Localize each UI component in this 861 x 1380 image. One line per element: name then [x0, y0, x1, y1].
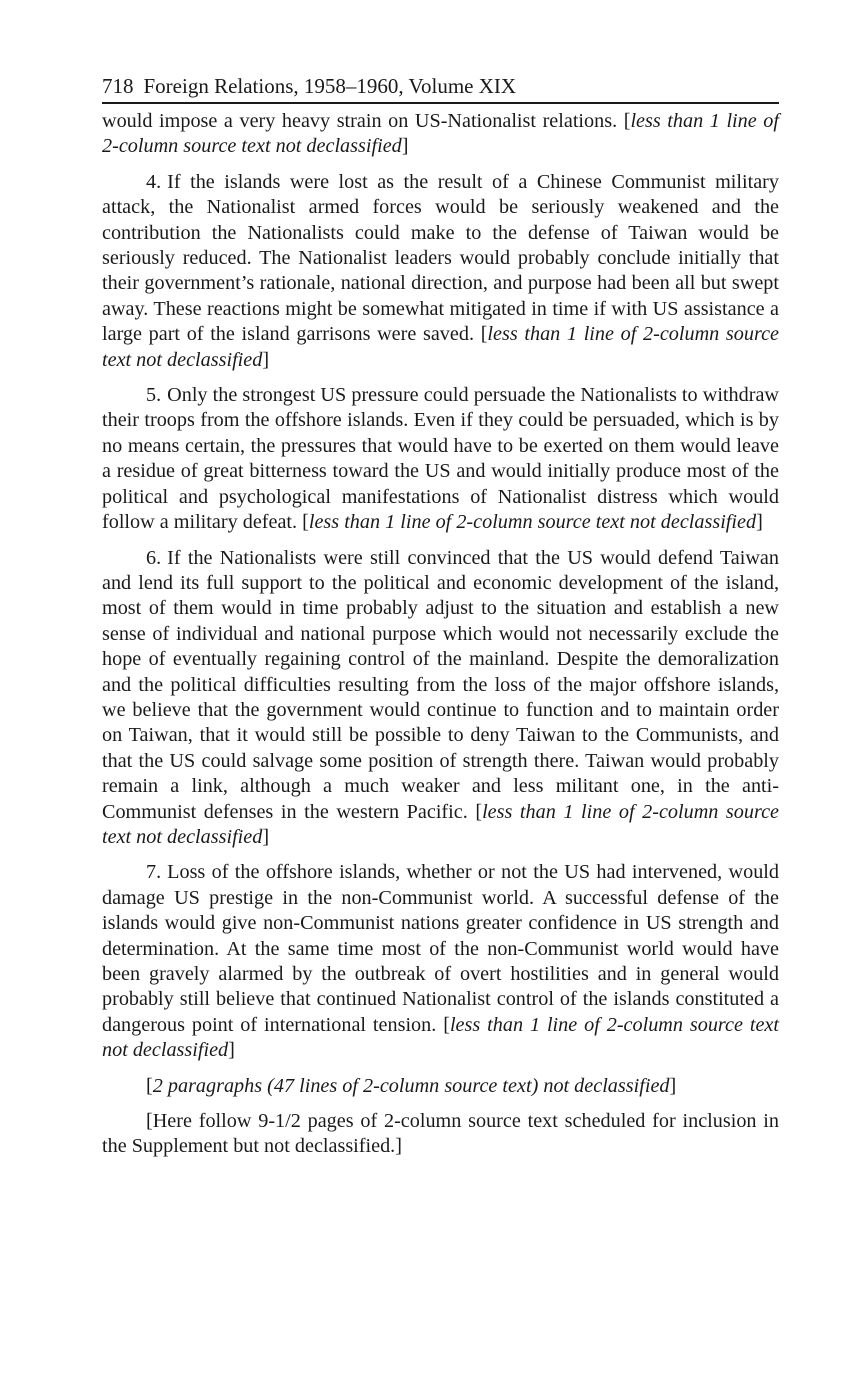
declassification-note: less than 1 line of 2-column source text not declassified: [102, 1013, 779, 1062]
declassification-note: less than 1 line of 2-column source text not declassified: [102, 800, 780, 848]
paragraph-text: would impose a very heavy strain on US-Nationalist relations.: [102, 110, 618, 132]
running-title: Foreign Relations, 1958–1960, Volume XIX: [143, 74, 517, 98]
paragraph-text: Only the strongest US pressure could persuade the Nationalists to withdraw their troops from the offshore islands. Even if they could be persuaded, which is by no means certain, the pressures that would have to be exerted on them would leave a residue of great bitterness toward the US and would initially produce most of the political and psychological manifestations of Nationalist distress which would follow a military defeat.: [102, 384, 779, 534]
paragraph-6: 6. If the Nationalists were still convinced that the US would defend Taiwan and lend its full support to the political and economic development of the island, most of them would in time probably adjust to the situation and establish a new sense of individual and national purpose which would not necessarily exclude the hope of eventually regaining control of the mainland. Despite the demoralization and the political difficulties resulting from the loss of the major offshore islands, we believe that the government would continue to function and to maintain order on Taiwan, that it would still be possible to deny Taiwan to the Communists, and that the US could salvage some position of strength there. Taiwan would probably remain a link, although a much weaker and less militant one, in the anti-Communist defenses in the western Pacific. [less than 1 line of 2-column source text not declassified]: [102, 546, 780, 848]
paragraph-continued: would impose a very heavy strain on US-Nationalist relations. [less than 1 line of 2-column source text not declassified]: [102, 110, 779, 158]
closing-editorial-note: [Here follow 9-1/2 pages of 2-column source text scheduled for inclusion in the Supplement but not declassified.]: [102, 1110, 779, 1158]
declassification-note: less than 1 line of 2-column source text not declassified: [102, 110, 779, 158]
paragraph-text: If the islands were lost as the result of a Chinese Communist military attack, the Nationalist armed forces would be seriously weakened and the contribution the Nationalists could make to the defense of Taiwan would be seriously reduced. The Nationalist leaders would probably conclude initially that their government’s rationale, national direction, and purpose had been all but swept away. These reactions might be somewhat mitigated in time if with US assistance a large part of the island garrisons were saved.: [102, 170, 779, 346]
paragraph-text: Loss of the offshore islands, whether or not the US had intervened, would damage US prestige in the non-Communist world. A successful defense of the islands would give non-Communist nations greater confidence in US strength and determination. At the same time most of the non-Communist world would have been gravely alarmed by the outbreak of overt hostilities and in general would probably still believe that continued Nationalist control of the islands constituted a dangerous point of international tension.: [102, 861, 779, 1036]
paragraph-text: If the Nationalists were still convinced that the US would defend Taiwan and lend its full support to the political and economic development of the island, most of them would in time probably adjust to the situation and establish a new sense of individual and national purpose which would not necessarily exclude the hope of eventually regaining control of the mainland. Despite the demoralization and the political difficulties resulting from the loss of the major offshore islands, we believe that the government would continue to function and to maintain order on Taiwan, that it would still be possible to deny Taiwan to the Communists, and that the US could salvage some position of strength there. Taiwan would probably remain a link, although a much weaker and less militant one, in the anti-Communist defenses in the western Pacific.: [102, 546, 779, 823]
paragraph-4: 4. If the islands were lost as the result of a Chinese Communist military attack, the Nationalist armed forces would be seriously weakened and the contribution the Nationalists could make to the defense of Taiwan would be seriously reduced. The Nationalist leaders would probably conclude initially that their government’s rationale, national direction, and purpose had been all but swept away. These reactions might be somewhat mitigated in time if with US assistance a large part of the island garrisons were saved. [less than 1 line of 2-column source text not declassified]: [102, 170, 780, 371]
omitted-paragraphs-note: [2 paragraphs (47 lines of 2-column source text) not declassified]: [146, 1074, 677, 1097]
body-text: [102, 109, 779, 1160]
paragraph-number: 7.: [146, 861, 162, 884]
page-number: 718: [102, 74, 134, 98]
declassification-note: less than 1 line of 2-column source text not declassified: [308, 511, 757, 534]
paragraph-7: 7. Loss of the offshore islands, whether or not the US had intervened, would damage US prestige in the non-Communist world. A successful defense of the islands would give non-Communist nations greater confidence in US strength and determination. At the same time most of the non-Communist world would have been gravely alarmed by the outbreak of overt hostilities and in general would probably still believe that continued Nationalist control of the islands constituted a dangerous point of international tension. [less than 1 line of 2-column source text not declassified]: [102, 861, 779, 1062]
paragraph-5: 5. Only the strongest US pressure could persuade the Nationalists to withdraw their troops from the offshore islands. Even if they could be persuaded, which is by no means certain, the pressures that would have to be exerted on them would leave a residue of great bitterness toward the US and would initially produce most of the political and psychological manifestations of Nationalist distress which would follow a military defeat. [less than 1 line of 2-column source text not declassified]: [102, 384, 779, 534]
paragraph-number: 4.: [146, 170, 162, 193]
paragraph-number: 5.: [146, 384, 162, 407]
omitted-note-text: 2 paragraphs (47 lines of 2-column source text) not declassified: [152, 1074, 670, 1097]
running-header: [102, 70, 779, 104]
document-page: [102, 70, 779, 1170]
declassification-note: less than 1 line of 2-column source text not declassified: [102, 323, 780, 371]
paragraph-number: 6.: [146, 546, 162, 569]
